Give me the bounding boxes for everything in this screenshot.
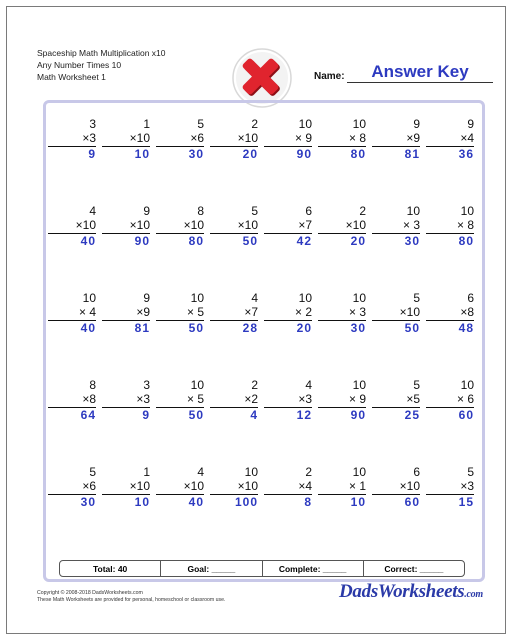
- answer: 9: [142, 408, 150, 422]
- answer: 81: [134, 321, 150, 335]
- multiplicand: 10: [190, 291, 204, 305]
- problem-30: [318, 378, 366, 465]
- problem-24: [426, 291, 474, 378]
- answer: 50: [188, 321, 204, 335]
- problem-17: [48, 291, 96, 378]
- multiplier: × 6: [456, 392, 474, 406]
- multiplicand: 4: [305, 378, 312, 392]
- answer: 80: [458, 234, 474, 248]
- multiplicand: 5: [467, 465, 474, 479]
- problem-26: [102, 378, 150, 465]
- answer: 40: [188, 495, 204, 509]
- answer: 28: [242, 321, 258, 335]
- multiplier: ×8: [460, 305, 474, 319]
- answer: 36: [458, 147, 474, 161]
- answer-line: [264, 407, 312, 422]
- answer-line: [48, 233, 96, 248]
- answer-line: [210, 146, 258, 161]
- problem-22: [318, 291, 366, 378]
- answer: 81: [404, 147, 420, 161]
- problem-27: [156, 378, 204, 465]
- answer-line: [156, 233, 204, 248]
- answer-line: [48, 146, 96, 161]
- multiplier: ×10: [129, 218, 150, 232]
- multiplicand: 5: [413, 291, 420, 305]
- answer: 60: [404, 495, 420, 509]
- answer-line: [156, 146, 204, 161]
- multiplicand: 2: [251, 117, 258, 131]
- multiplier: ×3: [82, 131, 96, 145]
- answer: 25: [404, 408, 420, 422]
- multiplicand: 6: [413, 465, 420, 479]
- answer-line: [318, 146, 366, 161]
- answer-line: [210, 320, 258, 335]
- multiplicand: 10: [352, 291, 366, 305]
- answer: 80: [188, 234, 204, 248]
- worksheet-header: [37, 47, 166, 83]
- answer: 90: [134, 234, 150, 248]
- answer-line: [372, 146, 420, 161]
- answer: 64: [80, 408, 96, 422]
- multiplicand: 5: [89, 465, 96, 479]
- problem-18: [102, 291, 150, 378]
- answer-line: [48, 320, 96, 335]
- problem-10: [102, 204, 150, 291]
- problem-21: [264, 291, 312, 378]
- problem-23: [372, 291, 420, 378]
- multiplicand: 8: [197, 204, 204, 218]
- answer-line: [372, 407, 420, 422]
- problem-15: [372, 204, 420, 291]
- multiplier: ×10: [399, 305, 420, 319]
- problem-37: [264, 465, 312, 552]
- answer: 4: [250, 408, 258, 422]
- problem-29: [264, 378, 312, 465]
- problem-20: [210, 291, 258, 378]
- problem-11: [156, 204, 204, 291]
- answer-line: [264, 146, 312, 161]
- problem-7: [372, 117, 420, 204]
- multiplier: × 5: [186, 305, 204, 319]
- answer-line: [318, 494, 366, 509]
- multiplier: ×6: [190, 131, 204, 145]
- multiplicand: 8: [89, 378, 96, 392]
- multiplicand: 10: [82, 291, 96, 305]
- multiplier: ×10: [345, 218, 366, 232]
- answer: 50: [404, 321, 420, 335]
- multiplicand: 1: [143, 117, 150, 131]
- answer-line: [210, 494, 258, 509]
- multiplicand: 10: [298, 117, 312, 131]
- multiplier: ×4: [298, 479, 312, 493]
- copyright-text: Copyright © 2008-2018 DadsWorksheets.com: [37, 590, 143, 596]
- problem-9: [48, 204, 96, 291]
- answer: 48: [458, 321, 474, 335]
- answer: 50: [242, 234, 258, 248]
- problem-28: [210, 378, 258, 465]
- goal-field: Goal: _____: [161, 561, 262, 576]
- answer-line: [318, 320, 366, 335]
- answer: 30: [80, 495, 96, 509]
- multiplicand: 1: [143, 465, 150, 479]
- multiplier: ×10: [237, 479, 258, 493]
- answer-line: [156, 494, 204, 509]
- multiplier: ×8: [82, 392, 96, 406]
- answer: 30: [350, 321, 366, 335]
- answer: 10: [134, 147, 150, 161]
- multiplicand: 10: [406, 204, 420, 218]
- problem-1: [48, 117, 96, 204]
- answer-line: [372, 233, 420, 248]
- multiplier: ×6: [82, 479, 96, 493]
- multiplier: ×2: [244, 392, 258, 406]
- answer: 10: [134, 495, 150, 509]
- answer: 10: [350, 495, 366, 509]
- multiplicand: 9: [413, 117, 420, 131]
- answer: 40: [80, 321, 96, 335]
- multiplier: ×10: [183, 479, 204, 493]
- problem-25: [48, 378, 96, 465]
- answer: 12: [296, 408, 312, 422]
- answer-line: [426, 320, 474, 335]
- answer-line: [102, 494, 150, 509]
- multiplier: ×10: [399, 479, 420, 493]
- answer: 20: [350, 234, 366, 248]
- brand-logo: [339, 581, 483, 603]
- problem-16: [426, 204, 474, 291]
- answer-line: [372, 320, 420, 335]
- multiplicand: 9: [143, 291, 150, 305]
- multiplier: × 1: [348, 479, 366, 493]
- answer: 50: [188, 408, 204, 422]
- answer-line: [102, 146, 150, 161]
- answer-line: [318, 407, 366, 422]
- multiplicand: 10: [298, 291, 312, 305]
- complete-field: Complete: _____: [263, 561, 364, 576]
- multiplicand: 5: [197, 117, 204, 131]
- multiplicand: 4: [251, 291, 258, 305]
- problem-33: [48, 465, 96, 552]
- usage-note: These Math Worksheets are provided for personal, homeschool or classroom use.: [37, 597, 226, 603]
- multiplier: ×10: [237, 131, 258, 145]
- multiplicand: 3: [89, 117, 96, 131]
- answer: 100: [234, 495, 258, 509]
- answer-line: [426, 146, 474, 161]
- multiplier: ×5: [406, 392, 420, 406]
- problem-19: [156, 291, 204, 378]
- answer-key-title: Answer Key: [347, 62, 493, 83]
- multiplier: ×4: [460, 131, 474, 145]
- answer: 9: [88, 147, 96, 161]
- brand-name: DadsWorksheets: [339, 581, 465, 602]
- problem-14: [318, 204, 366, 291]
- answer: 80: [350, 147, 366, 161]
- answer: 30: [188, 147, 204, 161]
- multiplier: × 9: [348, 392, 366, 406]
- answer-line: [426, 494, 474, 509]
- problem-8: [426, 117, 474, 204]
- answer-line: [156, 407, 204, 422]
- problem-32: [426, 378, 474, 465]
- multiplicand: 10: [244, 465, 258, 479]
- answer: 15: [458, 495, 474, 509]
- problem-grid: [48, 117, 480, 552]
- problem-6: [318, 117, 366, 204]
- multiplier: × 8: [456, 218, 474, 232]
- answer-line: [264, 320, 312, 335]
- answer: 20: [296, 321, 312, 335]
- multiplier: ×10: [129, 131, 150, 145]
- answer-line: [426, 407, 474, 422]
- worksheet-page: [6, 6, 506, 634]
- answer-line: [48, 407, 96, 422]
- multiplier: ×10: [237, 218, 258, 232]
- answer-line: [264, 233, 312, 248]
- multiplier: ×10: [75, 218, 96, 232]
- multiplier: × 3: [348, 305, 366, 319]
- brand-suffix: .com: [464, 589, 483, 600]
- answer-line: [102, 320, 150, 335]
- problem-3: [156, 117, 204, 204]
- answer-line: [210, 233, 258, 248]
- answer: 90: [350, 408, 366, 422]
- answer-line: [156, 320, 204, 335]
- multiplicand: 6: [305, 204, 312, 218]
- multiplicand: 4: [197, 465, 204, 479]
- answer: 40: [80, 234, 96, 248]
- multiplicand: 9: [143, 204, 150, 218]
- answer-line: [426, 233, 474, 248]
- problem-4: [210, 117, 258, 204]
- multiplicand: 10: [352, 378, 366, 392]
- multiplicand: 9: [467, 117, 474, 131]
- answer-line: [48, 494, 96, 509]
- problem-38: [318, 465, 366, 552]
- multiplicand: 5: [251, 204, 258, 218]
- worksheet-subtitle: Any Number Times 10: [37, 60, 122, 70]
- multiplier: × 4: [78, 305, 96, 319]
- multiplier: × 2: [294, 305, 312, 319]
- total-count: Total: 40: [60, 561, 161, 576]
- multiplier: × 5: [186, 392, 204, 406]
- multiplier: ×9: [136, 305, 150, 319]
- problem-36: [210, 465, 258, 552]
- multiplicand: 2: [305, 465, 312, 479]
- problem-35: [156, 465, 204, 552]
- multiplicand: 10: [460, 378, 474, 392]
- multiplier: × 3: [402, 218, 420, 232]
- answer-line: [102, 407, 150, 422]
- problem-39: [372, 465, 420, 552]
- multiplier: × 8: [348, 131, 366, 145]
- multiplicand: 10: [460, 204, 474, 218]
- multiplier: ×3: [136, 392, 150, 406]
- multiplier: × 9: [294, 131, 312, 145]
- problem-31: [372, 378, 420, 465]
- name-label: Name:: [314, 71, 345, 82]
- footer-text: [37, 590, 225, 604]
- answer-line: [264, 494, 312, 509]
- multiplicand: 3: [143, 378, 150, 392]
- problem-34: [102, 465, 150, 552]
- multiplier: ×3: [460, 479, 474, 493]
- worksheet-number: Math Worksheet 1: [37, 72, 106, 82]
- multiplicand: 4: [89, 204, 96, 218]
- multiplier: ×7: [298, 218, 312, 232]
- answer: 90: [296, 147, 312, 161]
- multiplicand: 6: [467, 291, 474, 305]
- multiplicand: 5: [413, 378, 420, 392]
- problem-13: [264, 204, 312, 291]
- problem-40: [426, 465, 474, 552]
- answer: 30: [404, 234, 420, 248]
- multiplier: ×7: [244, 305, 258, 319]
- multiplier: ×10: [183, 218, 204, 232]
- problem-5: [264, 117, 312, 204]
- multiplicand: 10: [190, 378, 204, 392]
- answer: 20: [242, 147, 258, 161]
- answer-line: [318, 233, 366, 248]
- multiplier: ×3: [298, 392, 312, 406]
- problem-2: [102, 117, 150, 204]
- answer-line: [102, 233, 150, 248]
- answer: 8: [304, 495, 312, 509]
- answer-line: [210, 407, 258, 422]
- multiplicand: 2: [359, 204, 366, 218]
- answer: 60: [458, 408, 474, 422]
- multiplicand: 10: [352, 117, 366, 131]
- correct-field: Correct: _____: [384, 563, 444, 574]
- multiplier: ×9: [406, 131, 420, 145]
- answer: 42: [296, 234, 312, 248]
- multiplier: ×10: [129, 479, 150, 493]
- totals-bar: [59, 560, 465, 577]
- answer-line: [372, 494, 420, 509]
- problem-12: [210, 204, 258, 291]
- multiplicand: 2: [251, 378, 258, 392]
- worksheet-title: Spaceship Math Multiplication x10: [37, 48, 166, 58]
- multiplicand: 10: [352, 465, 366, 479]
